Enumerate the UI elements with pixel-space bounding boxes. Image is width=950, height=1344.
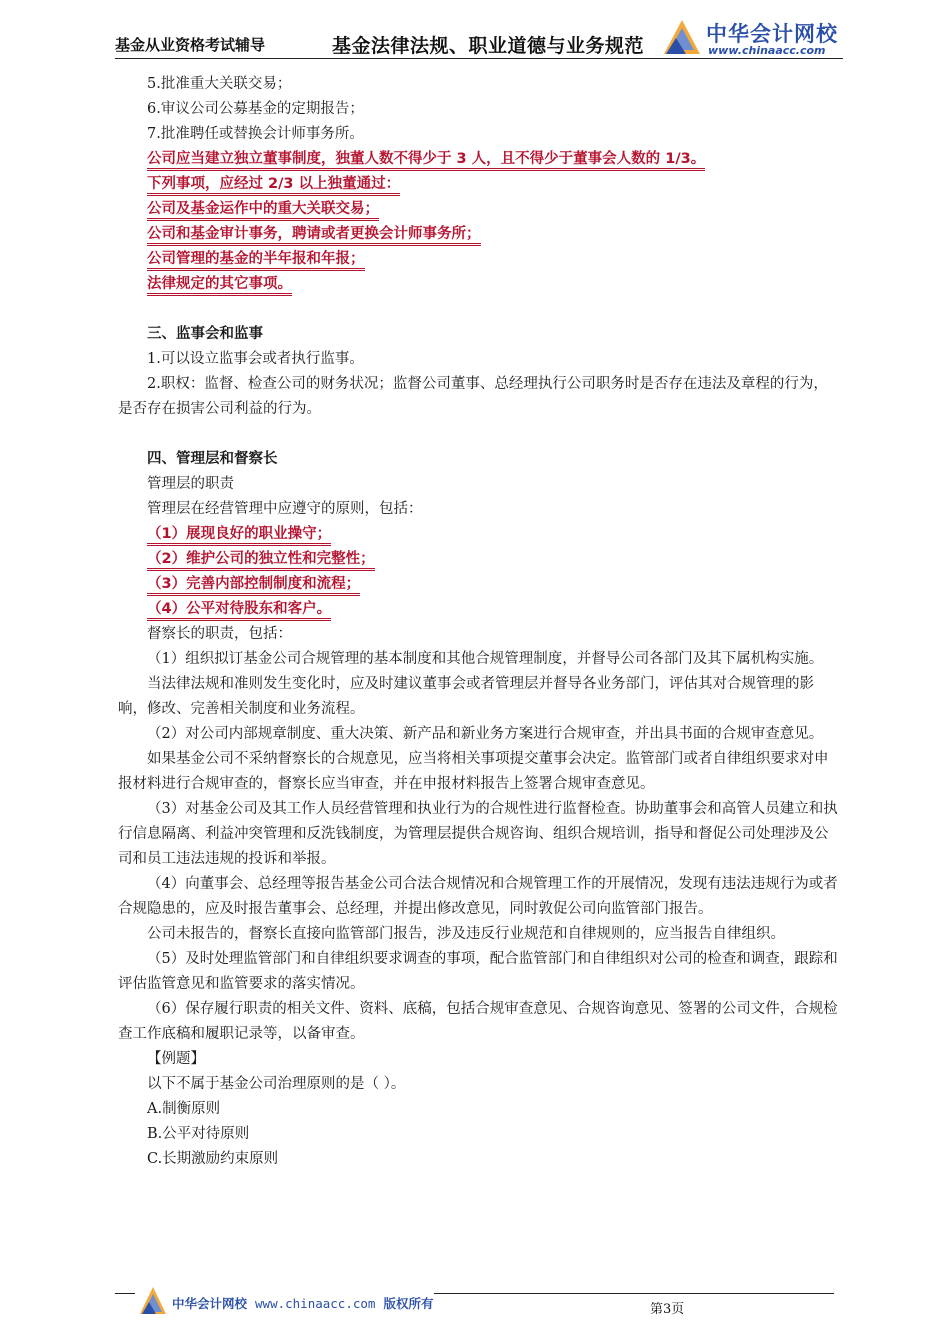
logo-mark-icon [660,16,704,60]
document-body [118,72,838,1172]
item-7: 7.批准聘任或替换会计师事务所。 [147,126,364,142]
inspector-duty-1: （1）组织拟订基金公司合规管理的基本制度和其他合规管理制度，并督导公司各部门及其下属机构实施。 [147,651,824,667]
principle-4: （4）公平对待股东和客户。 [118,597,838,622]
footer-name: 中华会计网校 [172,1296,248,1311]
inspector-duty-2b: 如果基金公司不采纳督察长的合规意见，应当将相关事项提交董事会决定。监管部门或者自律组织要求对申报材料进行合规审查的，督察长应当审查，并在申报材料报告上签署合规审查意见。 [118,751,829,792]
inspector-duty-2: （2）对公司内部规章制度、重大决策、新产品和新业务方案进行合规审查，并出具书面的合规审查意见。 [147,726,824,742]
example-option-a: A.制衡原则 [147,1101,221,1117]
management-duties: 管理层的职责 [147,476,234,492]
page-number: 第3页 [650,1302,685,1317]
inspector-duty-4: （4）向董事会、总经理等报告基金公司合法合规情况和合规管理工作的开展情况，发现有违法违规行为或者合规隐患的，应及时报告董事会、总经理，并提出修改意见，同时敦促公司向监管部门报告。 [118,876,838,917]
key-point-1: 公司应当建立独立董事制度，独董人数不得少于 3 人，且不得少于董事会人数的 1/3。 [118,147,838,172]
site-logo[interactable] [660,16,850,62]
item-6: 6.审议公司公募基金的定期报告； [147,101,364,117]
item-5: 5.批准重大关联交易； [147,76,292,92]
supervisor-item-2: 2.职权：监督、检查公司的财务状况；监督公司董事、总经理执行公司职务时是否存在违法及章程的行为，是否存在损害公司利益的行为。 [118,376,828,417]
example-option-b: B.公平对待原则 [147,1126,250,1142]
footer-rights: 版权所有 [383,1296,434,1311]
example-question: 以下不属于基金公司治理原则的是（ ）。 [147,1076,406,1092]
header-center-title: 基金法律法规、职业道德与业务规范 [332,35,645,57]
inspector-duties-intro: 督察长的职责，包括： [147,626,292,642]
principle-2: （2）维护公司的独立性和完整性； [118,547,838,572]
key-point-5: 公司管理的基金的半年报和年报； [118,247,838,272]
management-principles-intro: 管理层在经营管理中应遵守的原则，包括： [147,501,423,517]
key-point-3: 公司及基金运作中的重大关联交易； [118,197,838,222]
footer-url-link[interactable]: www.chinaacc.com [255,1296,376,1311]
section-heading-3: 三、监事会和监事 [147,326,263,342]
example-label: 【例题】 [147,1051,205,1067]
inspector-duty-6: （6）保存履行职责的相关文件、资料、底稿，包括合规审查意见、合规咨询意见、签署的公司文件，合规检查工作底稿和履职记录等，以备审查。 [118,1001,838,1042]
footer-copyright [172,1294,433,1312]
header-left-title: 基金从业资格考试辅导 [115,36,266,54]
footer-rule [434,1293,834,1294]
key-point-4: 公司和基金审计事务，聘请或者更换会计师事务所； [118,222,838,247]
page-header [0,0,950,62]
inspector-duty-4b: 公司未报告的，督察长直接向监管部门报告，涉及违反行业规范和自律规则的，应当报告自律组织。 [147,926,785,942]
footer-logo-icon [138,1284,168,1318]
footer-dash [115,1293,135,1294]
section-heading-4: 四、管理层和督察长 [147,451,278,467]
principle-1: （1）展现良好的职业操守； [118,522,838,547]
inspector-duty-3: （3）对基金公司及其工作人员经营管理和执业行为的合规性进行监督检查。协助董事会和高管人员建立和执行信息隔离、利益冲突管理和反洗钱制度，为管理层提供合规咨询、组织合规培训，指导和督促公司处理涉及公司和员工违法违规的投诉和举报。 [118,801,838,867]
inspector-duty-5: （5）及时处理监管部门和自律组织要求调查的事项，配合监管部门和自律组织对公司的检查和调查，跟踪和评估监管意见和监管要求的落实情况。 [118,951,838,992]
principle-3: （3）完善内部控制制度和流程； [118,572,838,597]
logo-url: www.chinaacc.com [708,44,826,57]
key-point-6: 法律规定的其它事项。 [118,272,838,297]
inspector-duty-1b: 当法律法规和准则发生变化时，应及时建议董事会或者管理层并督导各业务部门，评估其对合规管理的影响，修改、完善相关制度和业务流程。 [118,676,814,717]
logo-name: 中华会计网校 [706,22,838,46]
key-point-2: 下列事项，应经过 2/3 以上独董通过： [118,172,838,197]
example-option-c: C.长期激励约束原则 [147,1151,279,1167]
supervisor-item-1: 1.可以设立监事会或者执行监事。 [147,351,364,367]
